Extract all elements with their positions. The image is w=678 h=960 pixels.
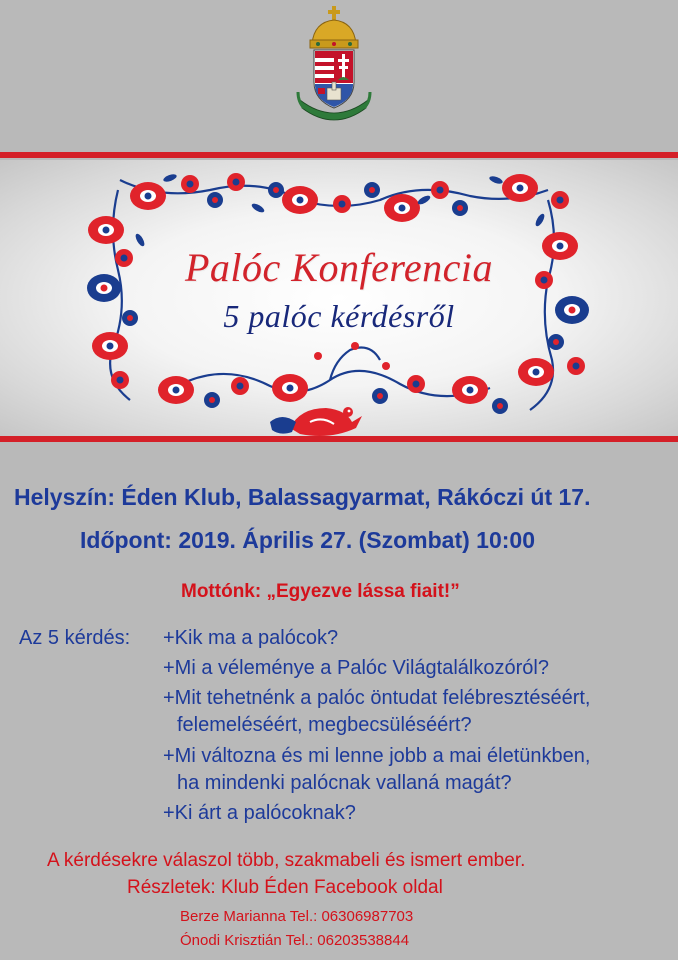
questions-intro: Az 5 kérdés: <box>19 627 131 649</box>
question-3: +Mit tehetnénk a palóc öntudat felébresztéséért, <box>163 687 591 709</box>
question-4-continued: ha mindenki palócnak vallaná magát? <box>177 772 512 794</box>
bird-icon <box>270 407 362 436</box>
answer-note: A kérdésekre válaszol több, szakmabeli és ismert ember. <box>47 850 526 871</box>
motto-text: Mottónk: „Egyezve lássa fiait!” <box>181 581 460 602</box>
conference-subtitle: 5 palóc kérdésről <box>223 298 455 334</box>
question-4: +Mi változna és mi lenne jobb a mai életünkben, <box>163 745 591 767</box>
bottom-divider <box>0 436 678 442</box>
question-1: +Kik ma a palócok? <box>163 627 339 649</box>
datetime-text: Időpont: 2019. Április 27. (Szombat) 10:00 <box>80 527 535 553</box>
contact-1: Berze Marianna Tel.: 06306987703 <box>180 908 414 925</box>
question-3-continued: felemeléséért, megbecsüléséért? <box>177 714 472 736</box>
question-2: +Mi a véleménye a Palóc Világtalálkozóról? <box>163 657 549 679</box>
question-5: +Ki árt a palócoknak? <box>163 802 356 824</box>
details-text: Részletek: Klub Éden Facebook oldal <box>127 877 443 898</box>
contact-2: Ónodi Krisztián Tel.: 06203538844 <box>180 932 410 949</box>
coat-of-arms-icon <box>294 4 374 132</box>
top-divider <box>0 152 678 158</box>
conference-title: Palóc Konferencia <box>184 245 494 290</box>
location-text: Helyszín: Éden Klub, Balassagyarmat, Rákóczi út 17. <box>14 484 591 510</box>
